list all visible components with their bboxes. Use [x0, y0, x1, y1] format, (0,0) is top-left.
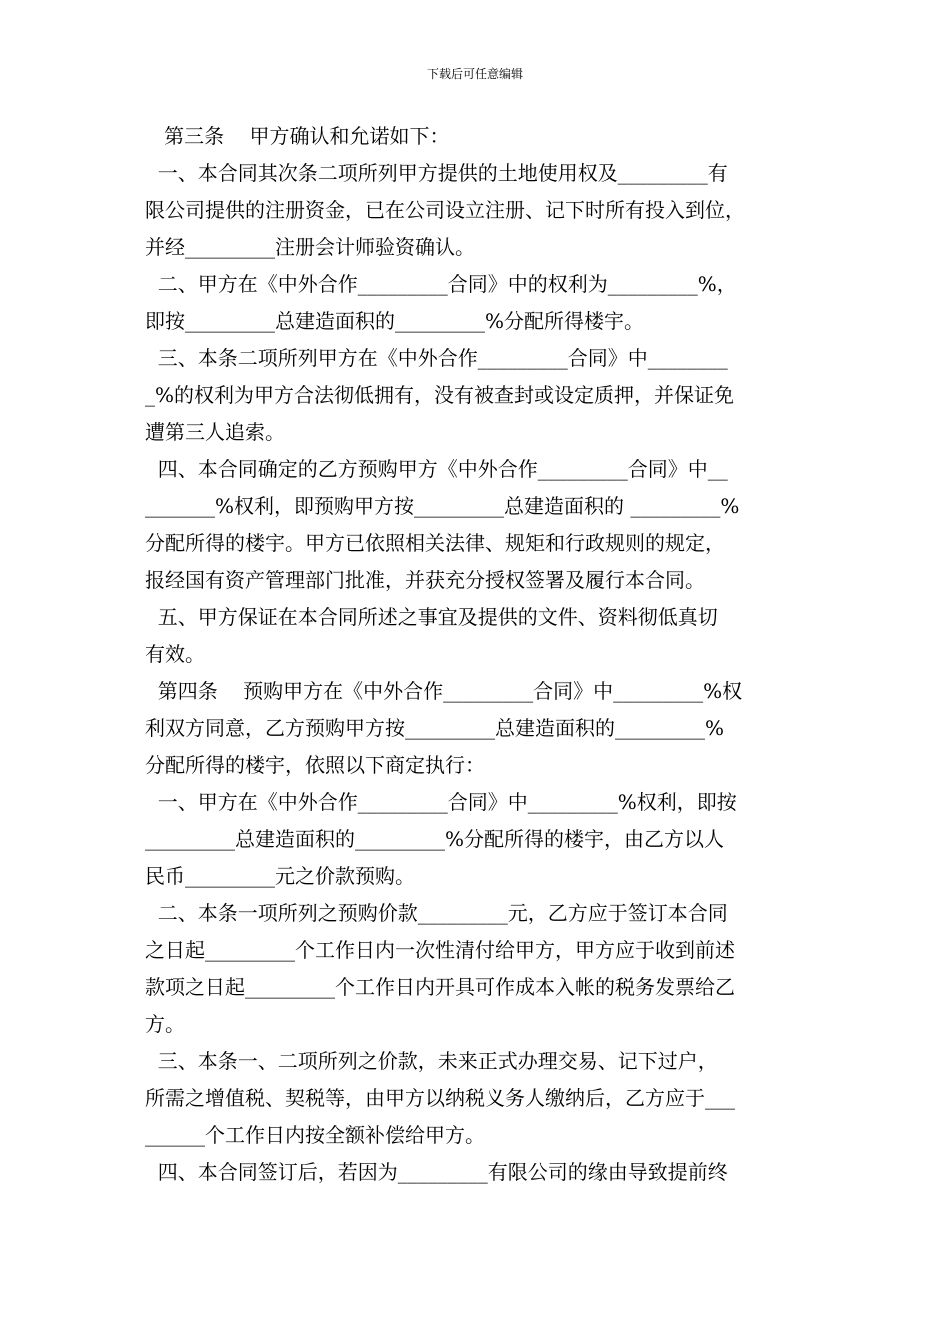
- text-line: 三、本条一、二项所列之价款，未来正式办理交易、记下过户，: [145, 1049, 718, 1073]
- text-line: 四、本合同确定的乙方预购甲方《中外合作_________合同》中__: [145, 457, 728, 481]
- text-line: 有效。: [145, 642, 205, 666]
- text-line: 所需之增值税、契税等，由甲方以纳税义务人缴纳后，乙方应于___: [145, 1086, 735, 1110]
- text-line: 分配所得的楼宇。甲方已依照相关法律、规矩和行政规则的规定，: [145, 531, 725, 555]
- text-line: 第三条 甲方确认和允诺如下：: [145, 124, 450, 148]
- text-line: 方。: [145, 1012, 185, 1036]
- text-line: 限公司提供的注册资金，已在公司设立注册、记下时所有投入到位，: [145, 198, 745, 222]
- text-line: 五、甲方保证在本合同所述之事宜及提供的文件、资料彻低真切: [145, 605, 718, 629]
- text-line: 遭第三人追索。: [145, 420, 285, 444]
- text-line: 三、本条二项所列甲方在《中外合作_________合同》中________: [145, 346, 728, 370]
- text-line: 并经_________注册会计师验资确认。: [145, 235, 475, 259]
- contract-body: [145, 118, 810, 1191]
- text-line: 二、本条一项所列之预购价款_________元，乙方应于签订本合同: [145, 901, 728, 925]
- text-line: 分配所得的楼宇，依照以下商定执行：: [145, 753, 485, 777]
- page-header-note: 下载后可任意编辑: [426, 67, 523, 81]
- text-line: 民币_________元之价款预购。: [145, 864, 415, 888]
- text-line: 款项之日起_________个工作日内开具可作成本入帐的税务发票给乙: [145, 975, 735, 999]
- text-line: 一、甲方在《中外合作_________合同》中_________%权利，即按: [145, 790, 737, 814]
- text-line: 利双方同意，乙方预购甲方按_________总建造面积的_________%: [145, 716, 725, 740]
- text-line: 之日起_________个工作日内一次性清付给甲方，甲方应于收到前述: [145, 938, 735, 962]
- text-line: 一、本合同其次条二项所列甲方提供的土地使用权及_________有: [145, 161, 728, 185]
- text-line: 报经国有资产管理部门批准，并获充分授权签署及履行本合同。: [145, 568, 705, 592]
- text-line: 即按_________总建造面积的_________%分配所得楼宇。: [145, 309, 645, 333]
- text-line: ______个工作日内按全额补偿给甲方。: [145, 1123, 485, 1147]
- text-line: _%的权利为甲方合法彻低拥有，没有被查封或设定质押，并保证免: [145, 383, 735, 407]
- text-line: _______%权利，即预购甲方按_________总建造面积的 _________%: [145, 494, 740, 518]
- text-line: 第四条 预购甲方在《中外合作_________合同》中_________%权: [145, 679, 743, 703]
- text-line: 四、本合同签订后，若因为_________有限公司的缘由导致提前终: [145, 1160, 728, 1184]
- text-line: 二、甲方在《中外合作_________合同》中的权利为_________%，: [145, 272, 737, 296]
- text-line: _________总建造面积的_________%分配所得的楼宇，由乙方以人: [145, 827, 725, 851]
